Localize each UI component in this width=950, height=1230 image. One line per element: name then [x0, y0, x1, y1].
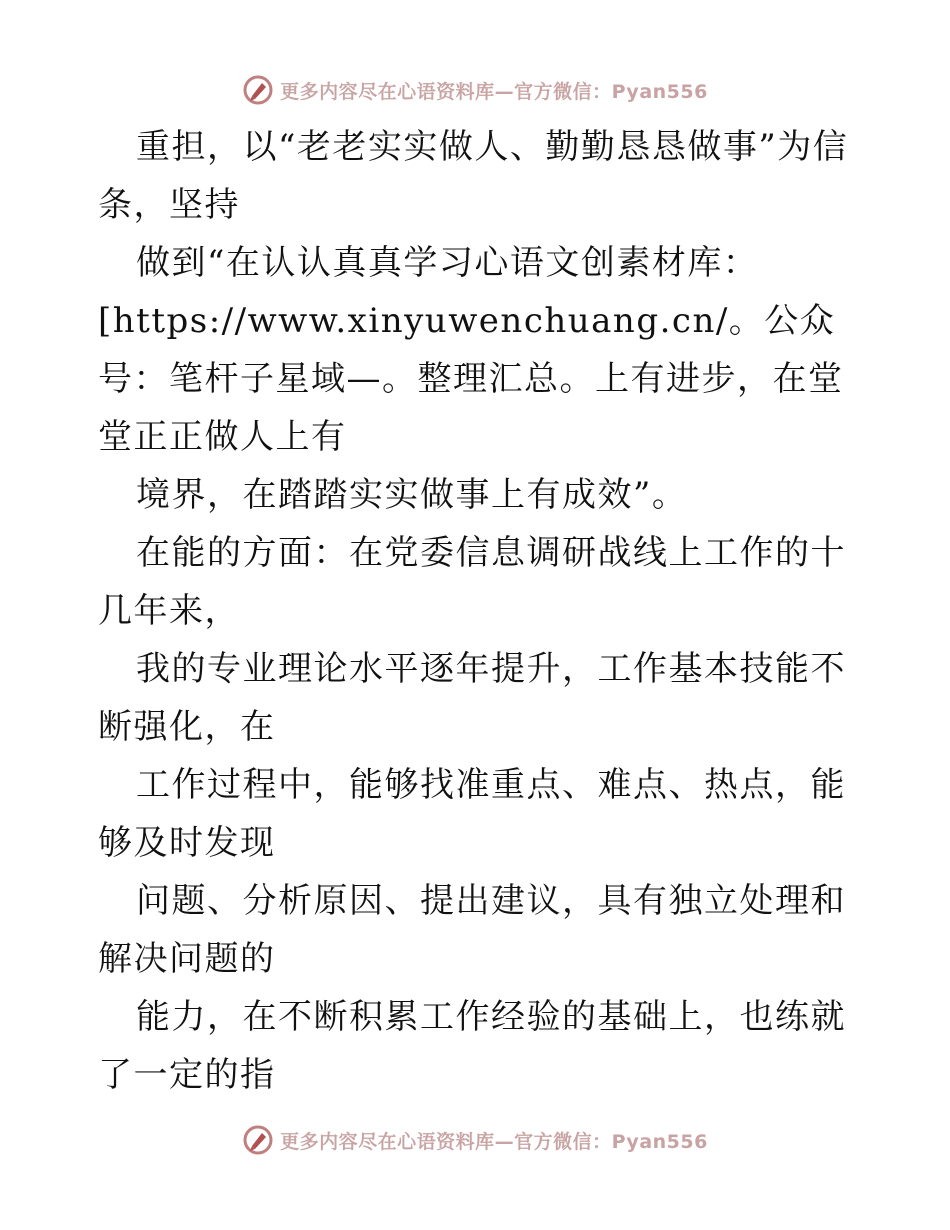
- paragraph: 我的专业理论水平逐年提升，工作基本技能不断强化，在: [98, 649, 846, 747]
- footer-watermark-text: 更多内容尽在心语资料库—官方微信：Pyan556: [280, 1130, 708, 1153]
- paragraph: 问题、分析原因、提出建议，具有独立处理和解决问题的: [98, 881, 846, 979]
- paragraph: 能力，在不断积累工作经验的基础上，也练就了一定的指: [98, 997, 846, 1095]
- paragraph: 境界，在踏踏实实做事上有成效”。: [136, 475, 688, 515]
- paragraph: 做到“在认认真真学习心语文创素材库：: [136, 243, 759, 283]
- pen-nib-logo-icon: [242, 1124, 274, 1156]
- paragraph: 在能的方面：在党委信息调研战线上工作的十几年来，: [98, 533, 846, 631]
- header-watermark-text: 更多内容尽在心语资料库—官方微信：Pyan556: [280, 80, 708, 103]
- paragraph: 重担，以“老老实实做人、勤勤恳恳做事”为信条，坚持: [98, 127, 849, 225]
- paragraph: 工作过程中，能够找准重点、难点、热点，能够及时发现: [98, 765, 846, 863]
- document-body: [98, 118, 858, 1104]
- header-watermark-banner: [0, 70, 950, 110]
- pen-nib-logo-icon: [242, 74, 274, 106]
- paragraph: [https://www.xinyuwenchuang.cn/。公众号：笔杆子星域—。整理汇总。上有进步，在堂堂正正做人上有: [98, 301, 844, 457]
- footer-watermark-banner: [0, 1120, 950, 1160]
